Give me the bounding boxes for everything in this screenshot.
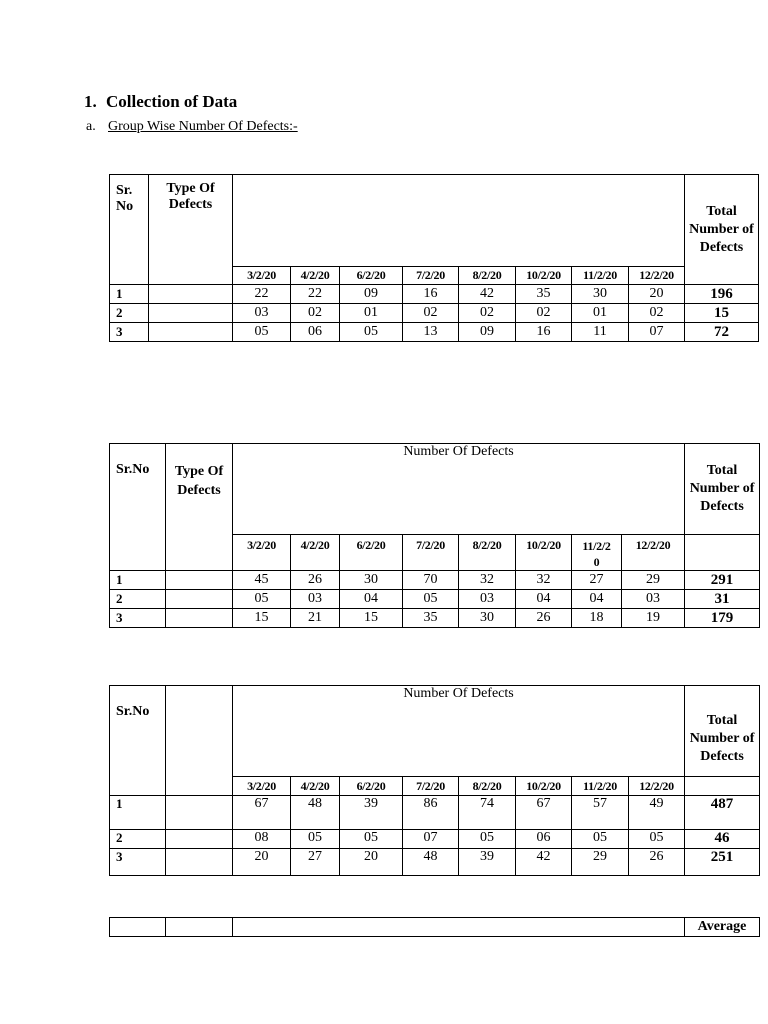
subsection-heading (86, 119, 298, 135)
defect-count-cell: 16 (403, 285, 459, 304)
subsection-title: Group Wise Number Of Defects:- (108, 119, 298, 134)
defect-count-cell: 22 (233, 285, 291, 304)
type-cell (166, 830, 233, 849)
date-header: 12/2/20 (629, 777, 685, 796)
sr-no-cell: 3 (110, 849, 166, 876)
table-row (110, 830, 760, 849)
defect-count-cell: 48 (403, 849, 459, 876)
defects-table-2 (109, 443, 760, 628)
section-heading (84, 92, 237, 112)
date-header: 11/2/20 (572, 777, 629, 796)
defects-table-1 (109, 174, 759, 342)
defect-count-cell: 74 (459, 796, 516, 830)
total-cell: 196 (685, 285, 759, 304)
defect-count-cell: 45 (233, 571, 291, 590)
number-of-defects-header: Number Of Defects (233, 686, 685, 777)
defect-count-cell: 05 (291, 830, 340, 849)
defect-count-cell: 21 (291, 609, 340, 628)
defect-count-cell: 20 (340, 849, 403, 876)
table-row (110, 323, 759, 342)
defect-count-cell: 01 (340, 304, 403, 323)
sr-no-header: Sr. No (110, 175, 149, 285)
sr-no-header: Sr.No (110, 686, 166, 796)
table-row (110, 285, 759, 304)
section-number: 1. (84, 92, 97, 111)
sr-no-header: Sr.No (110, 444, 166, 571)
date-header: 8/2/20 (459, 777, 516, 796)
defect-count-cell: 70 (403, 571, 459, 590)
defects-header-empty (233, 175, 685, 267)
section-title: Collection of Data (106, 92, 238, 111)
total-cell: 487 (685, 796, 760, 830)
subsection-letter: a. (86, 119, 96, 134)
table-row (110, 796, 760, 830)
defect-count-cell: 19 (622, 609, 685, 628)
total-cell: 31 (685, 590, 760, 609)
defect-count-cell: 35 (403, 609, 459, 628)
defect-count-cell: 26 (291, 571, 340, 590)
date-header: 10/2/20 (516, 777, 572, 796)
defects-table-3 (109, 685, 760, 876)
defect-count-cell: 04 (572, 590, 622, 609)
defect-count-cell: 11 (572, 323, 629, 342)
defect-count-cell: 02 (291, 304, 340, 323)
total-defects-header: Total Number of Defects (685, 175, 759, 285)
sr-no-cell: 2 (110, 830, 166, 849)
date-header: 12/2/20 (629, 267, 685, 285)
date-header: 3/2/20 (233, 267, 291, 285)
type-cell (149, 304, 233, 323)
date-header: 3/2/20 (233, 535, 291, 571)
type-of-defects-header: Type Of Defects (149, 175, 233, 285)
defect-count-cell: 42 (459, 285, 516, 304)
defect-count-cell: 03 (291, 590, 340, 609)
type-cell (149, 285, 233, 304)
type-cell (166, 849, 233, 876)
average-empty-cell (110, 918, 166, 937)
sr-no-cell: 1 (110, 571, 166, 590)
date-header: 7/2/20 (403, 777, 459, 796)
defect-count-cell: 05 (233, 590, 291, 609)
defect-count-cell: 06 (291, 323, 340, 342)
defect-count-cell: 42 (516, 849, 572, 876)
date-header: 10/2/20 (516, 535, 572, 571)
defect-count-cell: 26 (516, 609, 572, 628)
defect-count-cell: 29 (572, 849, 629, 876)
defect-count-cell: 39 (340, 796, 403, 830)
date-header: 4/2/20 (291, 535, 340, 571)
average-empty-cell (166, 918, 233, 937)
defect-count-cell: 67 (516, 796, 572, 830)
defect-count-cell: 05 (459, 830, 516, 849)
defect-count-cell: 08 (233, 830, 291, 849)
table-row (110, 571, 760, 590)
defect-count-cell: 09 (459, 323, 516, 342)
total-cell: 251 (685, 849, 760, 876)
defect-count-cell: 22 (291, 285, 340, 304)
total-date-empty (685, 535, 760, 571)
defect-count-cell: 27 (572, 571, 622, 590)
sr-no-cell: 2 (110, 304, 149, 323)
defect-count-cell: 07 (403, 830, 459, 849)
date-header: 3/2/20 (233, 777, 291, 796)
defect-count-cell: 49 (629, 796, 685, 830)
total-defects-header: Total Number of Defects (685, 444, 760, 535)
defect-count-cell: 18 (572, 609, 622, 628)
type-cell (166, 571, 233, 590)
sr-no-cell: 3 (110, 323, 149, 342)
defect-count-cell: 06 (516, 830, 572, 849)
defect-count-cell: 01 (572, 304, 629, 323)
defect-count-cell: 32 (516, 571, 572, 590)
sr-no-cell: 2 (110, 590, 166, 609)
total-cell: 15 (685, 304, 759, 323)
defect-count-cell: 02 (459, 304, 516, 323)
type-header-empty (166, 686, 233, 796)
defect-count-cell: 05 (403, 590, 459, 609)
defect-count-cell: 02 (516, 304, 572, 323)
defect-count-cell: 30 (459, 609, 516, 628)
defect-count-cell: 15 (233, 609, 291, 628)
defect-count-cell: 09 (340, 285, 403, 304)
defect-count-cell: 04 (340, 590, 403, 609)
date-header: 8/2/20 (459, 267, 516, 285)
defect-count-cell: 03 (233, 304, 291, 323)
total-cell: 291 (685, 571, 760, 590)
date-header-wrapped: 11/2/2 0 (572, 535, 622, 571)
date-header: 10/2/20 (516, 267, 572, 285)
number-of-defects-header: Number Of Defects (233, 444, 685, 535)
defect-count-cell: 67 (233, 796, 291, 830)
total-date-empty (685, 777, 760, 796)
average-empty-cell (233, 918, 685, 937)
defect-count-cell: 05 (572, 830, 629, 849)
table-row (110, 304, 759, 323)
average-label: Average (685, 918, 760, 937)
average-table (109, 917, 760, 937)
total-defects-header: Total Number of Defects (685, 686, 760, 777)
defect-count-cell: 32 (459, 571, 516, 590)
sr-no-cell: 3 (110, 609, 166, 628)
date-header: 4/2/20 (291, 777, 340, 796)
defect-count-cell: 35 (516, 285, 572, 304)
defect-count-cell: 02 (629, 304, 685, 323)
type-cell (166, 796, 233, 830)
defect-count-cell: 15 (340, 609, 403, 628)
defect-count-cell: 20 (233, 849, 291, 876)
defect-count-cell: 20 (629, 285, 685, 304)
total-cell: 72 (685, 323, 759, 342)
date-header: 6/2/20 (340, 535, 403, 571)
defect-count-cell: 05 (233, 323, 291, 342)
defect-count-cell: 13 (403, 323, 459, 342)
total-cell: 46 (685, 830, 760, 849)
defect-count-cell: 86 (403, 796, 459, 830)
defect-count-cell: 03 (459, 590, 516, 609)
defect-count-cell: 29 (622, 571, 685, 590)
date-header: 7/2/20 (403, 535, 459, 571)
type-cell (166, 609, 233, 628)
defect-count-cell: 05 (629, 830, 685, 849)
defect-count-cell: 05 (340, 830, 403, 849)
defect-count-cell: 05 (340, 323, 403, 342)
type-of-defects-header: Type Of Defects (166, 444, 233, 571)
sr-no-cell: 1 (110, 796, 166, 830)
defect-count-cell: 57 (572, 796, 629, 830)
defect-count-cell: 07 (629, 323, 685, 342)
type-cell (166, 590, 233, 609)
table-row (110, 590, 760, 609)
type-cell (149, 323, 233, 342)
defect-count-cell: 30 (340, 571, 403, 590)
defect-count-cell: 39 (459, 849, 516, 876)
sr-no-cell: 1 (110, 285, 149, 304)
total-cell: 179 (685, 609, 760, 628)
table-row (110, 609, 760, 628)
defect-count-cell: 16 (516, 323, 572, 342)
date-header: 6/2/20 (340, 777, 403, 796)
date-header: 6/2/20 (340, 267, 403, 285)
defect-count-cell: 30 (572, 285, 629, 304)
table-row (110, 849, 760, 876)
defect-count-cell: 03 (622, 590, 685, 609)
defect-count-cell: 48 (291, 796, 340, 830)
defect-count-cell: 02 (403, 304, 459, 323)
date-header: 4/2/20 (291, 267, 340, 285)
defect-count-cell: 04 (516, 590, 572, 609)
defect-count-cell: 27 (291, 849, 340, 876)
defect-count-cell: 26 (629, 849, 685, 876)
date-header: 7/2/20 (403, 267, 459, 285)
date-header: 12/2/20 (622, 535, 685, 571)
date-header: 11/2/20 (572, 267, 629, 285)
date-header: 8/2/20 (459, 535, 516, 571)
